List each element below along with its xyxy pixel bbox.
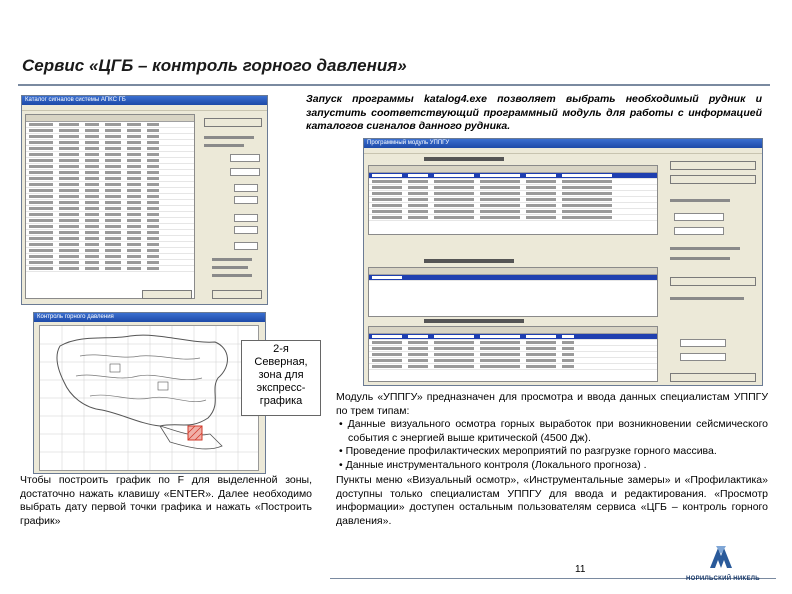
bullet-item: • Проведение профилактических мероприятий по разгрузке горного массива.	[339, 445, 717, 457]
catalog-field[interactable]	[234, 214, 258, 222]
instrumental-control-table	[368, 326, 658, 382]
uppgu-section-1-title	[424, 157, 504, 161]
bullet-item: • Данные визуального осмотра горных выработок при возникновении сейсмического события с энергией выше критической (4500 Дж).	[339, 418, 769, 444]
mine-map[interactable]	[39, 325, 259, 471]
intro-paragraph: Запуск программы katalog4.exe позволяет выбрать необходимый рудник и запустить соответствующий программный модуль для работы с информацией каталогов сигналов данного рудника.	[306, 93, 762, 132]
catalog-window-screenshot	[21, 95, 268, 305]
uppgu-window-screenshot	[363, 138, 763, 386]
catalog-field[interactable]	[230, 168, 260, 176]
catalog-window-title: Каталог сигналов системы АПКС ГБ	[22, 96, 267, 105]
mine-map-drawing	[40, 326, 259, 471]
uppgu-side-button[interactable]	[670, 277, 756, 286]
page-number: 11	[575, 564, 586, 575]
bullet-item: • Данные инструментального контроля (Локального прогноза) .	[339, 458, 647, 471]
catalog-field[interactable]	[234, 242, 258, 250]
nornickel-logo-icon	[706, 542, 736, 572]
uppgu-field[interactable]	[680, 339, 726, 347]
uppgu-side-button[interactable]	[670, 373, 756, 382]
menu-access-paragraph: Пункты меню «Визуальный осмотр», «Инструментальные замеры» и «Профилактика» доступны только специалистам УППГУ для ввода и редактирования. «Просмотр информации» доступен остальным пользователям сервиса «ЦГБ – контроль горного давления».	[336, 474, 768, 527]
uppgu-side-button[interactable]	[670, 175, 756, 184]
uppgu-section-3-title	[424, 319, 524, 323]
uppgu-side-button[interactable]	[670, 161, 756, 170]
catalog-bottom-button[interactable]	[142, 290, 192, 299]
map-window-title: Контроль горного давления	[34, 313, 265, 322]
visual-inspection-table	[368, 165, 658, 235]
uppgu-field[interactable]	[674, 213, 724, 221]
page-title: Сервис «ЦГБ – контроль горного давления»	[22, 56, 407, 75]
uppgu-field[interactable]	[674, 227, 724, 235]
catalog-bottom-button[interactable]	[212, 290, 262, 299]
uppgu-section-2-title	[424, 259, 514, 263]
module-description: Модуль «УППГУ» предназначен для просмотра и ввода данных специалистам УППГУ по трем типам: • Данные визуального осмотра горных выработок при возникновении сейсмического события с энергией выше критической (4500 Дж). • Проведение профилактических мероприятий по разгрузке горного массива. • Данные инструментального контроля (Локального прогноза) .	[336, 391, 769, 471]
uppgu-window-title: Программный модуль УППГУ	[364, 139, 762, 148]
title-divider	[18, 84, 770, 86]
catalog-signals-table	[25, 114, 195, 299]
catalog-side-button[interactable]	[204, 118, 262, 127]
logo-text: НОРИЛЬСКИЙ НИКЕЛЬ	[686, 576, 760, 582]
map-window-screenshot	[33, 312, 266, 474]
catalog-field[interactable]	[234, 226, 258, 234]
graph-instructions: Чтобы построить график по F для выделенной зоны, достаточно нажать клавишу «ENTER». Далее необходимо выбрать дату первой точки графика и нажать «Построить график»	[20, 474, 312, 527]
catalog-field[interactable]	[234, 184, 258, 192]
catalog-field[interactable]	[230, 154, 260, 162]
catalog-menu-bar	[22, 105, 267, 111]
zone-callout: 2-я Северная, зона для экспресс- графика	[241, 340, 321, 416]
catalog-field[interactable]	[234, 196, 258, 204]
prophylaxis-table	[368, 267, 658, 317]
uppgu-field[interactable]	[680, 353, 726, 361]
